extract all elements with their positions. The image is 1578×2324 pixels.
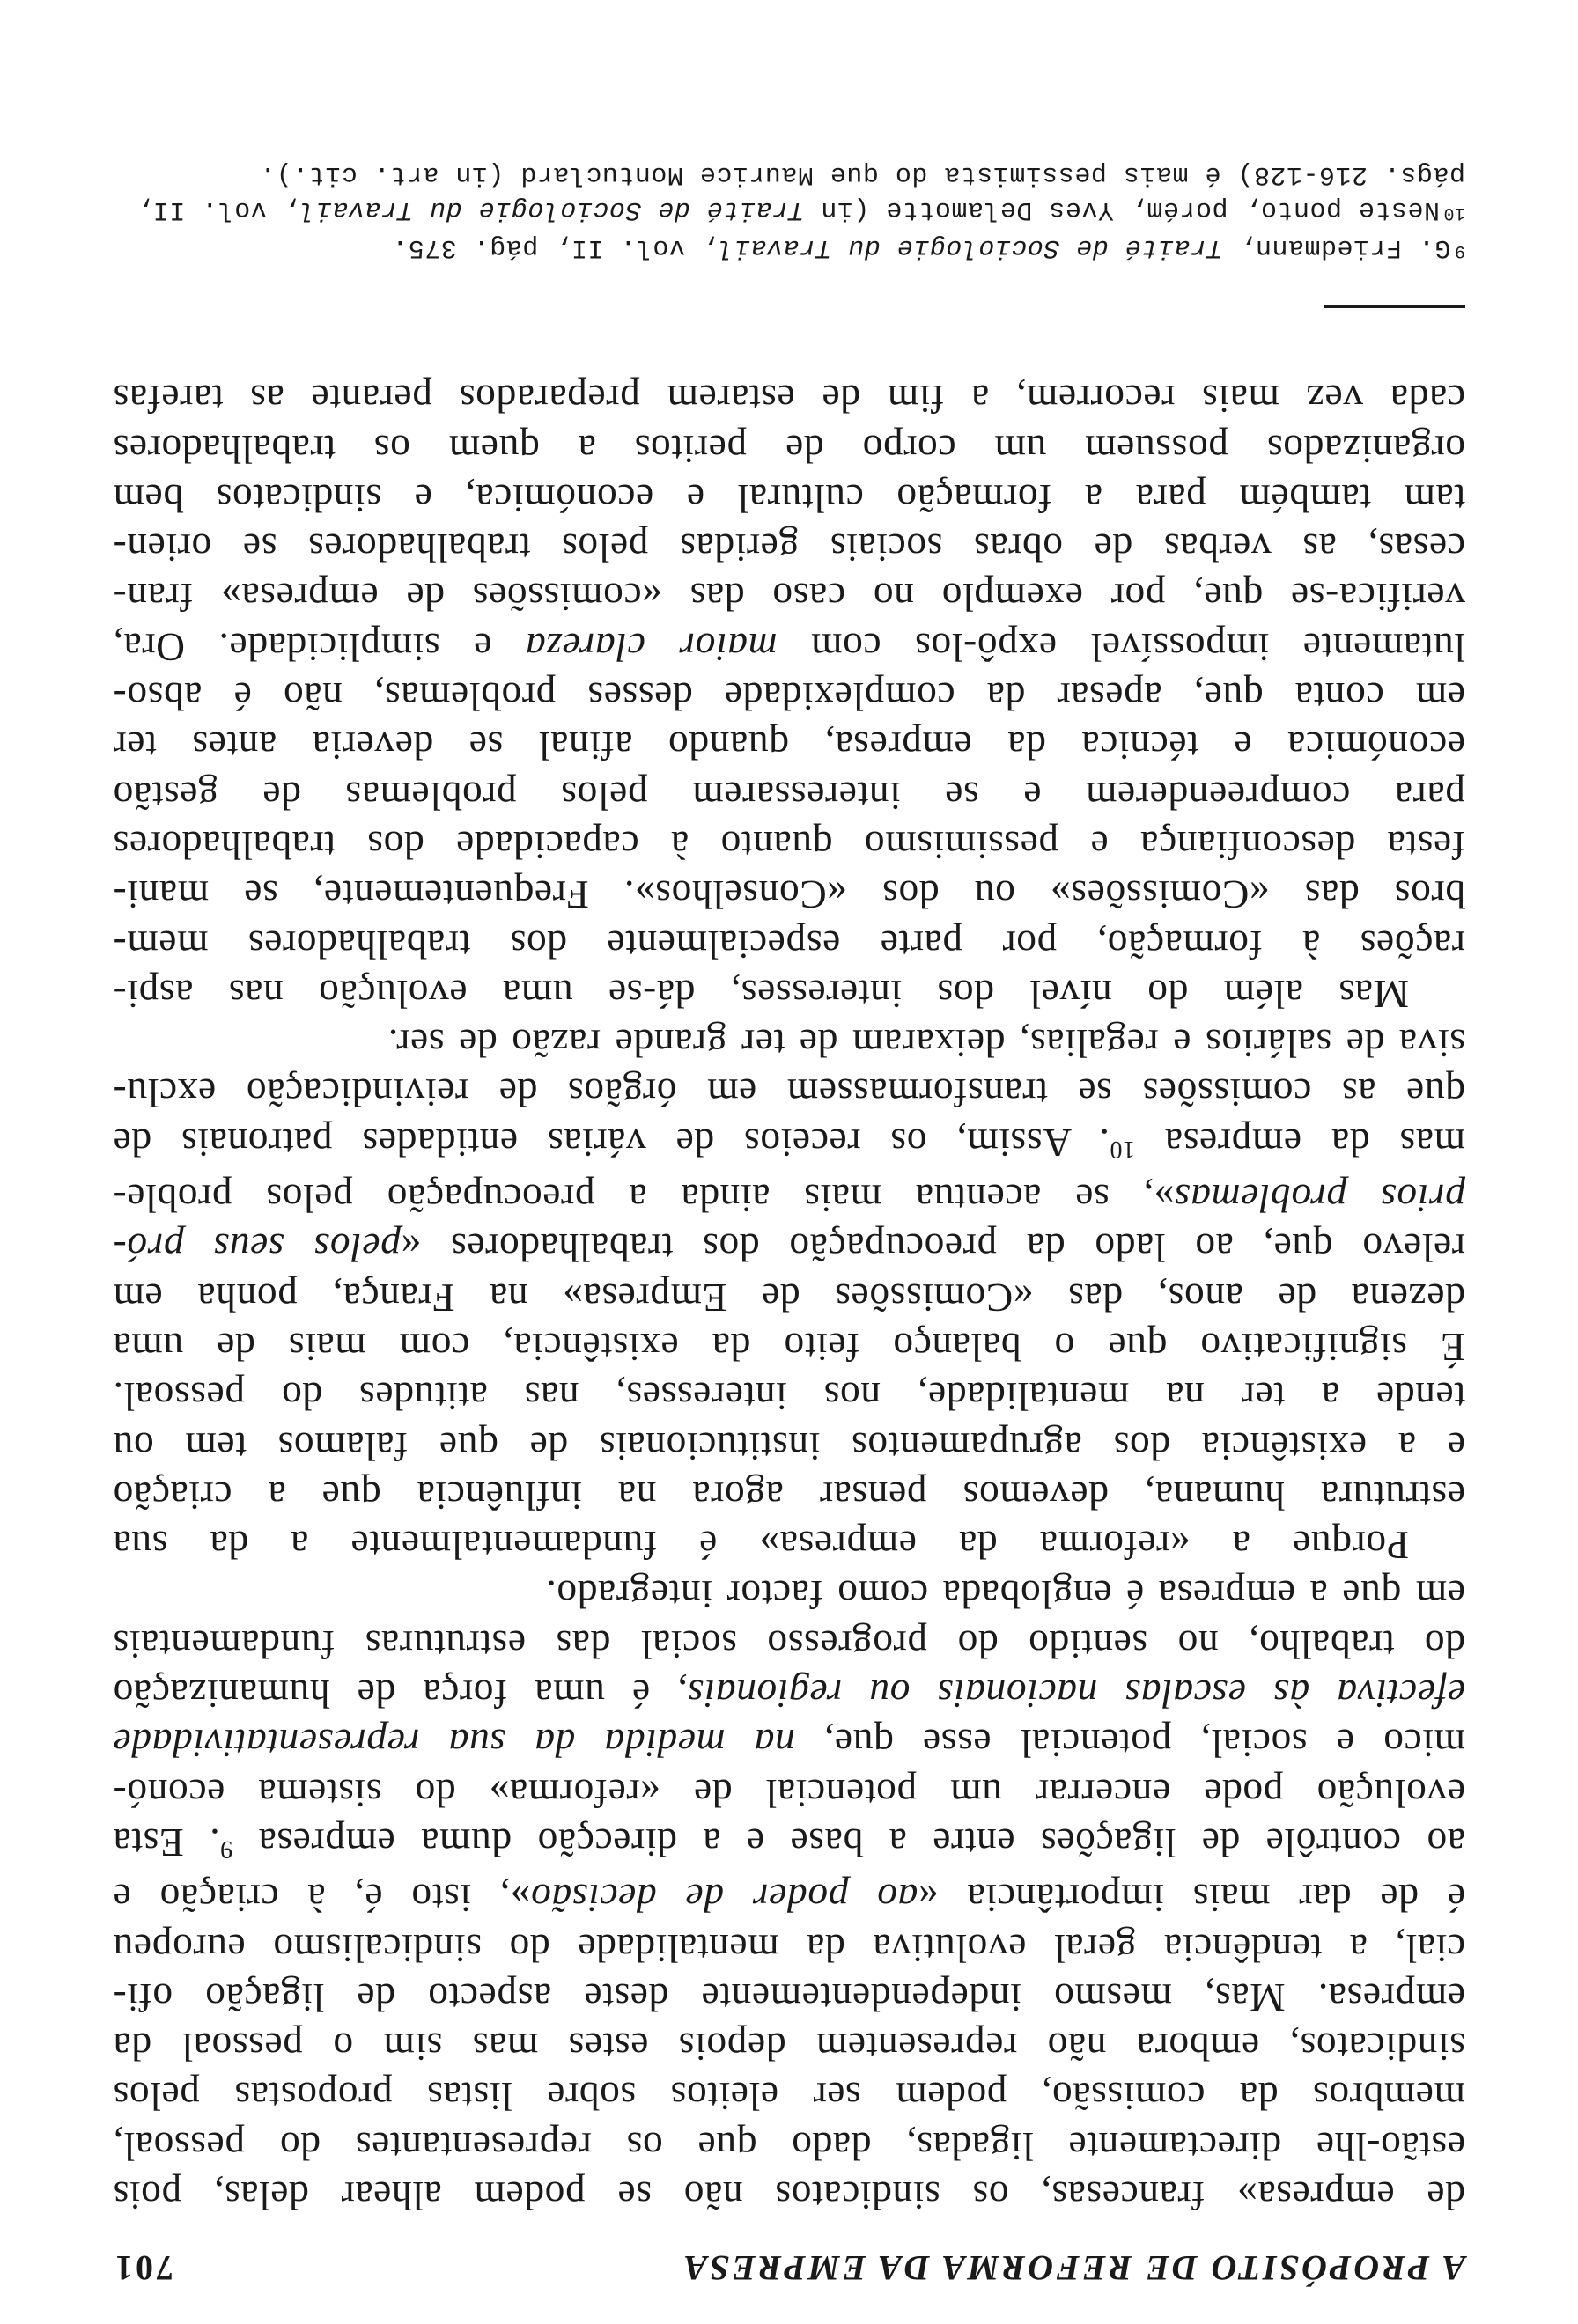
text-line [113, 1223, 1465, 1272]
text-line: sindicatos, embora não representem depois estes mas sim o pessoal da [113, 2025, 1465, 2070]
text-run: . Esta [113, 1820, 220, 1865]
text-line: do trabalho, no sentido do progresso social das estruturas fundamentais [113, 1622, 1465, 1667]
italic-run: pelos seus pró- [113, 1225, 401, 1271]
footnote-divider [1324, 305, 1465, 308]
text-line: estrutura humana, devemos pensar agora na influência que a criação [113, 1473, 1465, 1519]
text-line: de empresa» francesas, os sindicatos não se podem alhear delas, pois [113, 2173, 1465, 2218]
text-run: ao contrôle de ligações entre a base e a direcção duma empresa [258, 1820, 1465, 1865]
text-line [113, 1818, 1465, 1873]
text-line: cada vez mais recorrem, a fim de estarem preparados perante as tarefas [113, 377, 1465, 423]
italic-run: Traité de Sociologie du Travail [299, 195, 805, 224]
footnote-10 [113, 192, 1465, 230]
footnote-ref-10: 10 [1109, 1135, 1136, 1163]
page-number: 701 [113, 2248, 173, 2288]
footnote-number: 10 [1442, 202, 1465, 223]
text-line: em que a empresa é englobada como factor integrado. [545, 1572, 1465, 1618]
text-run: é de dar mais importância « [918, 1876, 1465, 1922]
text-line: cesas, as verbas de obras sociais geridas pelos trabalhadores se orien- [113, 526, 1465, 571]
text-line: dezena de anos, das «Comissões de Empresa» na França, ponha em [113, 1275, 1465, 1320]
text-run: , vol. II, [136, 195, 299, 224]
text-line: estão-lhe directamente ligadas, dado que os representantes do pessoal, [113, 2123, 1465, 2169]
text-run: », se acentua mais ainda a preocupação pelos proble- [113, 1176, 1175, 1222]
text-line: verifica-se que, por exemplo no caso das «comissões de empresa» fran- [113, 575, 1465, 621]
text-run: relevo que, ao lado da preocupação dos trabalhadores « [400, 1225, 1465, 1271]
body-text [113, 374, 1465, 2220]
text-line: bros das «Comissões» ou dos «Conselhos». Frequentemente, se mani- [113, 872, 1465, 918]
text-line [113, 1669, 1465, 1718]
italic-run: ao poder de decisão [530, 1876, 918, 1922]
text-line [113, 1173, 1465, 1223]
italic-run: maior clareza [525, 624, 778, 670]
text-run: Neste ponto, porém, Yves Delamotte (in [804, 195, 1440, 224]
text-run: », isto é, à criação e [113, 1876, 531, 1922]
text-line: e a existência dos agrupamentos institucionais de que falamos tem ou [113, 1423, 1465, 1469]
italic-run: Traité de Sociologie du Travail [717, 232, 1223, 262]
text-run: mas da empresa [1164, 1120, 1465, 1166]
italic-run: prios problemas [1174, 1176, 1465, 1222]
text-line [113, 1718, 1465, 1768]
text-line: festa desconfiança e pessimismo quanto à capacidade dos trabalhadores [113, 822, 1465, 868]
text-line: cial, a tendência geral evolutiva da mentalidade do sindicalismo europeu [113, 1925, 1465, 1971]
text-line: evolução pode encerrar um potencial de «reforma» do sistema econó- [113, 1770, 1465, 1816]
text-line: organizados possuem um corpo de peritos a quem os trabalhadores [113, 426, 1465, 472]
text-line: em conta que, apesar da complexidade desses problemas, não é abso- [113, 674, 1465, 720]
text-line: Mas além do nível dos interesses, dá-se uma evolução nas aspi- [113, 971, 1409, 1017]
text-run: . Assim, os receios de várias entidades patronais de [113, 1120, 1110, 1166]
text-line: para compreenderem e se interessarem pelos problemas de gestão [113, 773, 1465, 819]
text-line [113, 1873, 1465, 1923]
footnote-9 [113, 230, 1465, 268]
text-line [113, 1117, 1465, 1173]
italic-run: efectiva às escalas nacionais ou regionais [687, 1672, 1465, 1717]
footnote-number: 9 [1454, 240, 1465, 261]
text-line: empresa. Mas, mesmo independentemente deste aspecto de ligação ofi- [113, 1975, 1465, 2020]
text-run: , vol. II, pág. 375. [391, 232, 718, 262]
footnote-10-continued: págs. 216-128) é mais pessimista do que Maurice Montuclard (in art. cit.). [259, 159, 1465, 189]
footnote-ref-9: 9 [219, 1835, 233, 1863]
text-run: G. Friedmann, [1222, 232, 1451, 262]
text-run: e simplicidade. Ora, [113, 624, 526, 670]
text-run: , é uma força de humanização [113, 1672, 688, 1717]
text-line: Porque a «reforma da empresa» é fundamentalmente a da sua [113, 1523, 1409, 1569]
text-run: lutamente impossível expô-los com [777, 624, 1465, 670]
text-line: que as comissões se transformassem em órgãos de reivindicação exclu- [113, 1070, 1465, 1116]
running-head: A PROPÓSITO DE REFORMA DA EMPRESA [681, 2248, 1465, 2288]
italic-run: na medida da sua representatividade [113, 1721, 795, 1767]
text-line: membros da comissão, podem ser eleitos sobre listas propostas pelos [113, 2074, 1465, 2120]
text-line [113, 622, 1465, 672]
text-run: mico e social, potencial esse que, [794, 1721, 1465, 1767]
text-line: siva de salários e regalias, deixaram de ter grande razão de ser. [387, 1021, 1465, 1067]
text-line: tende a ter na mentalidade, nos interesses, nas atitudes do pessoal. [113, 1374, 1465, 1420]
page-header [113, 2247, 1465, 2289]
footnotes [113, 157, 1465, 268]
text-line: económica e técnica da empresa, quando afinal se deveria antes ter [113, 724, 1465, 769]
text-line: É significativo que o balanço feito da existência, com mais de uma [113, 1324, 1465, 1370]
text-line: tam também para a formação cultural e económica, e sindicatos bem [113, 475, 1465, 521]
text-line: rações à formação, por parte especialmente dos trabalhadores mem- [113, 922, 1465, 967]
